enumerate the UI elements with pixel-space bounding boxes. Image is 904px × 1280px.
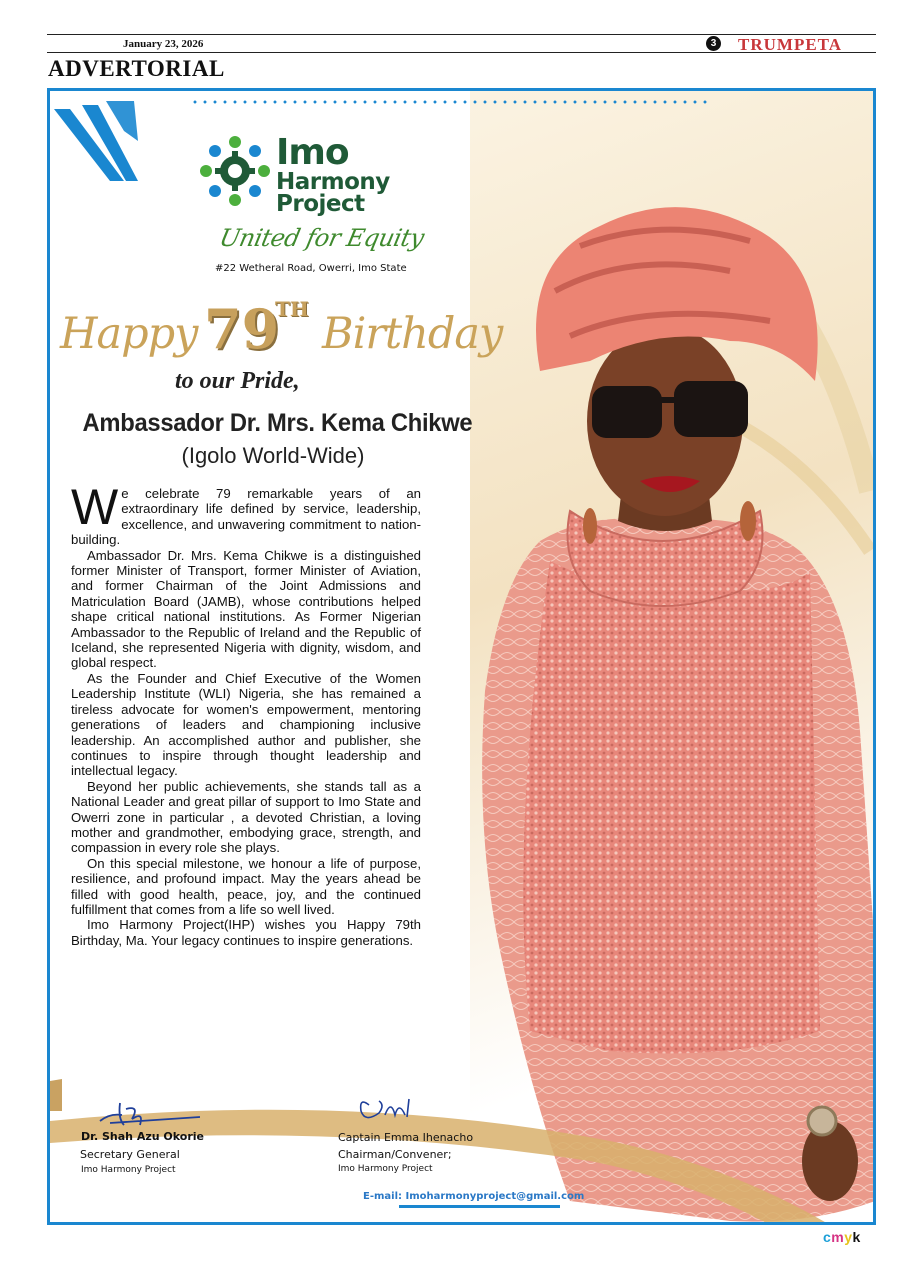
paragraph-3: As the Founder and Chief Executive of the Women Leadership Institute (WLI) Nigeria, she has remained a tireless advocate for women's empowerment, mentoring generations of leaders and championing inclusive leadership. An accomplished author and publisher, she continues to inspire through thought leadership and intellectual legacy.: [71, 670, 421, 779]
logo-line-2: Harmony: [276, 169, 390, 195]
signatory-1-name: Dr. Shah Azu Okorie: [81, 1130, 204, 1143]
signatory-2-org: Imo Harmony Project: [338, 1164, 433, 1174]
logo-line-3: Project: [276, 191, 365, 217]
greeting-happy: Happy: [60, 309, 198, 359]
imo-harmony-logo-icon: [198, 134, 272, 208]
corner-chevron-decoration: [54, 101, 144, 185]
publication-name: TRUMPETA: [738, 35, 843, 54]
paragraph-5: On this special milestone, we honour a life of purpose, resilience, and profound impact. May the years ahead be filled with good health, peace, joy, and the continued fulfillment that comes from a life so well lived.: [71, 855, 421, 917]
signature-chairman: [355, 1091, 425, 1127]
cmyk-m: m: [831, 1229, 845, 1245]
paragraph-6: Imo Harmony Project(IHP) wishes you Happy 79th Birthday, Ma. Your legacy continues to inspire generations.: [71, 917, 421, 948]
signatory-1-title: Secretary General: [80, 1148, 180, 1161]
drop-cap: W: [71, 479, 119, 535]
paragraph-4: Beyond her public achievements, she stands tall as a National Leader and great pillar of support to Imo State and Owerri zone in particular , a devoted Christian, a loving mother and grandmother, embodying grace, strength, and compassion in every role she plays.: [71, 778, 421, 856]
signatory-2-name: Captain Emma Ihenacho: [338, 1131, 474, 1144]
paragraph-1-text: e celebrate 79 remarkable years of an extraordinary life defined by service, leadership, excellence, and unwavering commitment to nation-building.: [71, 486, 421, 548]
email-address[interactable]: Imoharmonyproject@gmail.com: [405, 1191, 585, 1202]
paragraph-1: [71, 479, 421, 548]
cmyk-c: c: [823, 1229, 832, 1245]
cmyk-k: k: [852, 1229, 861, 1245]
honoree-affiliation: (Igolo World-Wide): [181, 443, 365, 468]
advert-frame: [47, 88, 876, 1225]
issue-date: January 23, 2026: [123, 38, 204, 50]
email-underline: [399, 1205, 560, 1208]
birthday-heading: [60, 291, 530, 371]
logo-wordmark: [276, 132, 390, 217]
contact-email: [363, 1191, 584, 1202]
greeting-suffix: TH: [275, 297, 309, 321]
page-number: 3: [706, 36, 721, 51]
dotted-rule: [190, 100, 710, 104]
section-title: ADVERTORIAL: [48, 56, 225, 81]
email-label: E-mail:: [363, 1191, 403, 1202]
tribute-text: [71, 479, 421, 948]
greeting-age: 79: [204, 297, 280, 361]
cmyk-print-mark: [823, 1229, 861, 1245]
greeting-birthday: Birthday: [322, 309, 503, 359]
paragraph-2: Ambassador Dr. Mrs. Kema Chikwe is a distinguished former Minister of Transport, former Minister of Aviation, and former Chairman of the Joint Admissions and Matriculation Board (JAMB), whose contributions helped shape critical national institutions. As Former Nigerian Ambassador to the Republic of Ireland and the Republic of Iceland, she represented Nigeria with dignity, wisdom, and global respect.: [71, 547, 421, 671]
dedication-line: to our Pride,: [175, 368, 300, 394]
signatory-2-title: Chairman/Convener;: [338, 1148, 452, 1161]
cmyk-y: y: [844, 1229, 853, 1245]
signature-secretary-general: [80, 1099, 200, 1129]
gold-swoosh-decoration: [50, 971, 876, 1225]
logo-tagline: United for Equity: [217, 224, 427, 252]
org-address: #22 Wetheral Road, Owerri, Imo State: [215, 263, 407, 274]
honoree-name: Ambassador Dr. Mrs. Kema Chikwe: [82, 409, 473, 437]
logo-line-1: Imo: [276, 132, 349, 173]
signatory-1-org: Imo Harmony Project: [81, 1165, 176, 1175]
